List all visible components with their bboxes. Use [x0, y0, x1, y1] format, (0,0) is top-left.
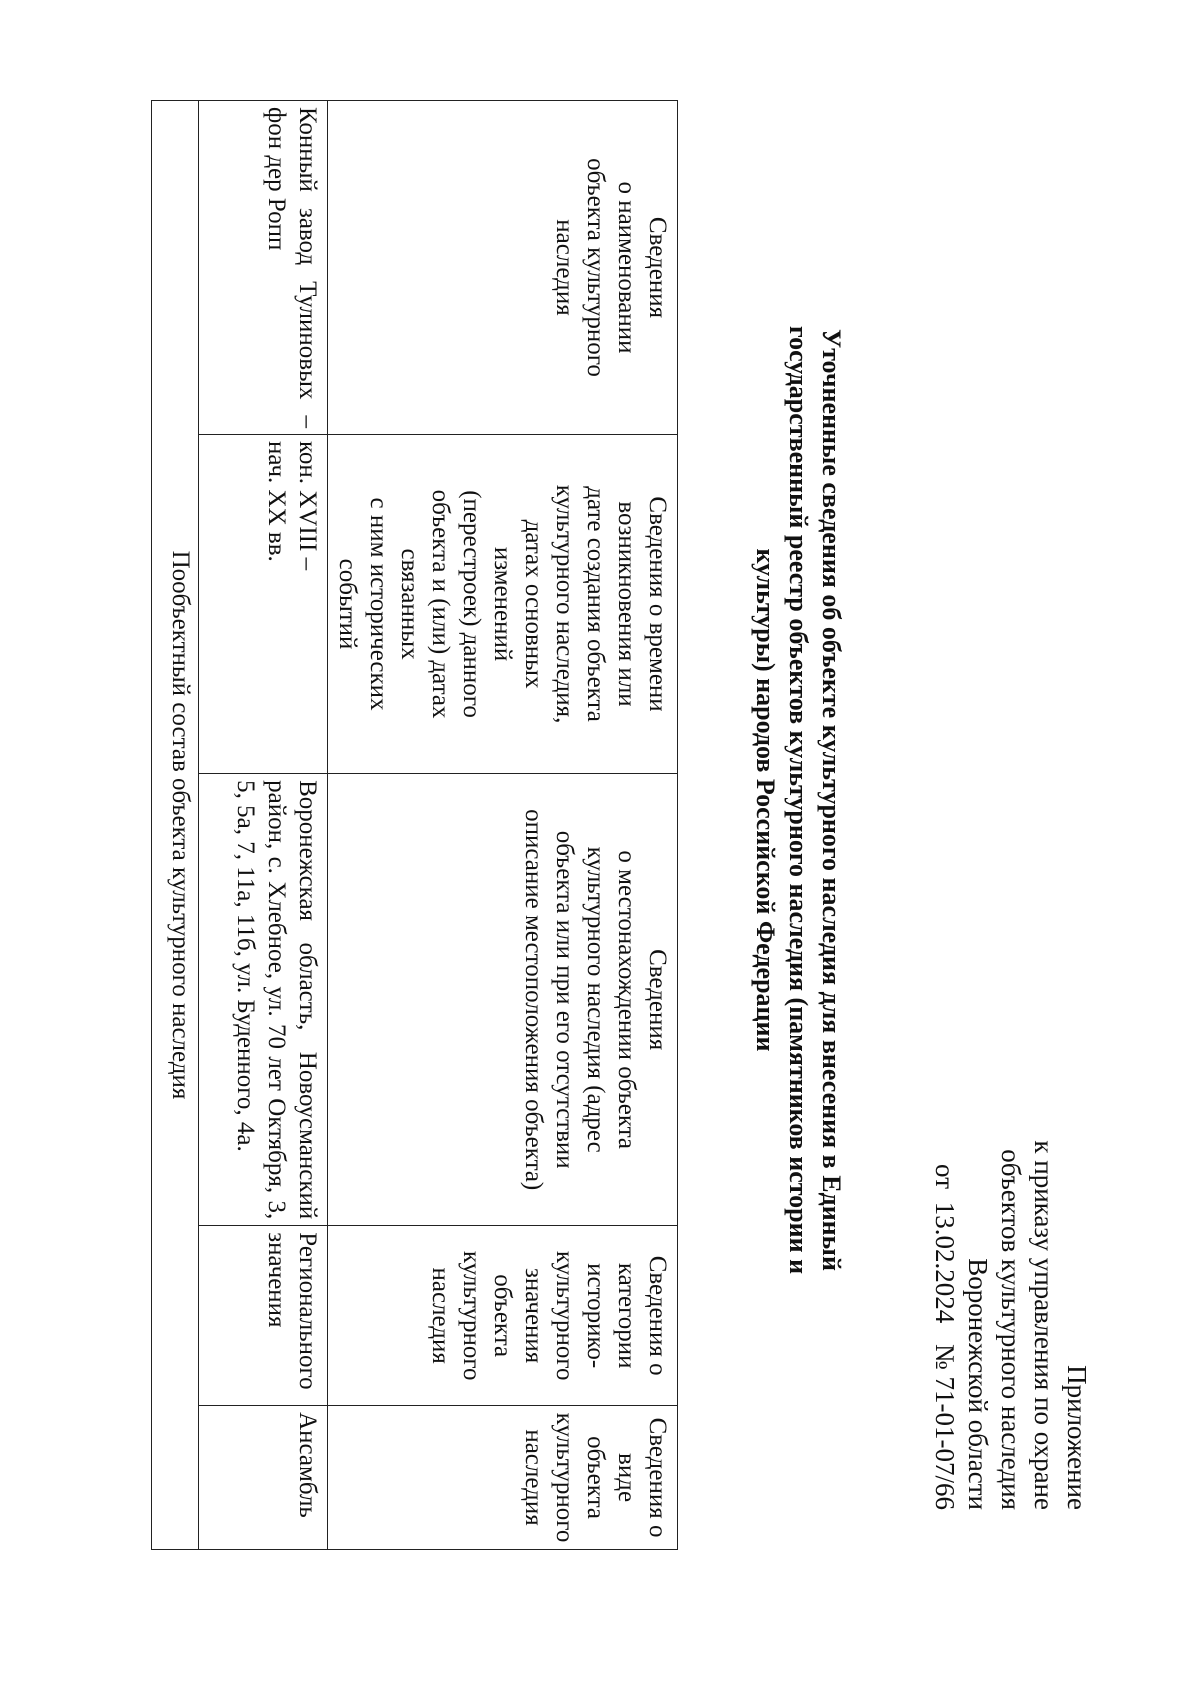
table-header-row [328, 101, 678, 1550]
cell-name: Конный завод Тулиновых – фон дер Ропп [199, 101, 328, 435]
cell-composition: Пообъектный состав объекта культурного наследия [152, 101, 199, 1550]
appendix-order-line: к приказу управления по охране [1029, 1140, 1059, 1510]
appendix-header [928, 1140, 1093, 1510]
appendix-department-line: объектов культурного наследия [996, 1149, 1026, 1510]
appendix-region-line: Воронежской области [963, 1258, 993, 1510]
header-category: Сведения о категории историко- культурного значения объекта культурного наследия [328, 1226, 678, 1406]
order-number: № 71-01-07/66 [930, 1344, 960, 1510]
order-date: 13.02.2024 [930, 1201, 960, 1324]
heritage-info-table [151, 100, 678, 1550]
header-dates: Сведения о времени возникновения или дате создания объекта культурного наследия, датах основных изменений (перестроек) данного объекта и (или) датах связанных с ним исторических событий [328, 434, 678, 773]
header-location: Сведения о местонахождении объекта культурного наследия (адрес объекта или при его отсутствии описание местоположения объекта) [328, 774, 678, 1226]
header-type: Сведения о виде объекта культурного наследия [328, 1406, 678, 1550]
document-title [749, 60, 848, 1540]
appendix-date-line [928, 1140, 961, 1510]
document-page [98, 60, 1098, 1543]
cell-type: Ансамбль [199, 1406, 328, 1550]
date-prefix: от [930, 1164, 960, 1189]
table-row [199, 101, 328, 1550]
cell-category: Регионального значения [199, 1226, 328, 1406]
cell-dates: кон. XVIII – нач. XX вв. [199, 434, 328, 773]
header-name: Сведения о наименовании объекта культурного наследия [328, 101, 678, 435]
title-line: Уточненные сведения об объекте культурного наследия для внесения в Единый [817, 329, 846, 1271]
cell-location: Воронежская область, Новоусманский район, с. Хлебное, ул. 70 лет Октября, 3, 5, 5а, 7, 11а, 11б, ул. Буденного, 4а. [199, 774, 328, 1226]
title-line: культуры) народов Российской Федерации [751, 548, 780, 1052]
title-line: государственный реестр объектов культурного наследия (памятников истории и [784, 325, 813, 1275]
appendix-title: Приложение [1062, 1365, 1092, 1510]
table-footer-row [152, 101, 199, 1550]
